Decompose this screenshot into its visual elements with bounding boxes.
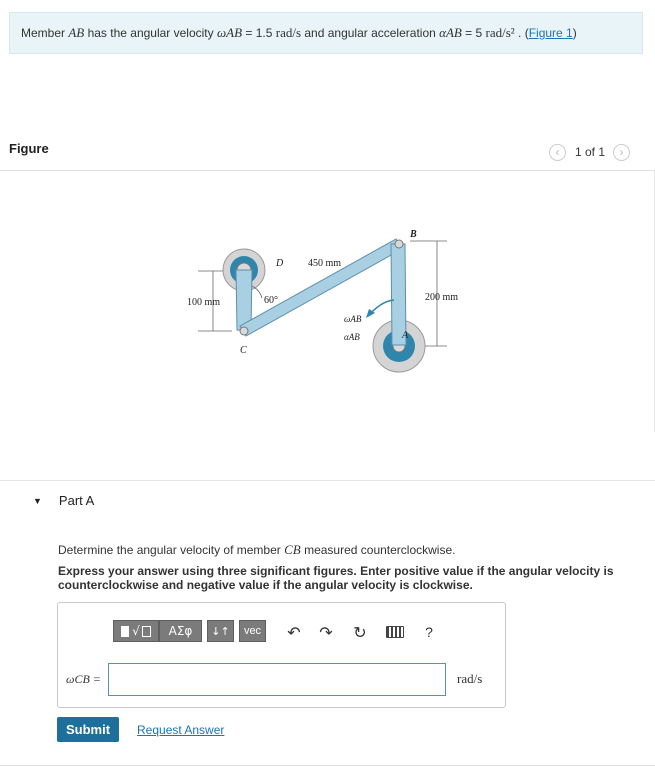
- question-suffix: measured counterclockwise.: [300, 543, 456, 557]
- pin-b: [395, 240, 403, 248]
- problem-text: and angular acceleration: [301, 26, 440, 40]
- dim-vertical: 200 mm: [425, 292, 459, 303]
- problem-statement: [9, 12, 643, 54]
- alpha-symbol: αAB: [439, 25, 462, 40]
- omega-symbol: ωAB: [216, 25, 243, 40]
- problem-text: . (: [514, 26, 529, 40]
- alpha-value: = 5: [461, 26, 486, 40]
- pin-c: [240, 327, 248, 335]
- label-c: C: [240, 345, 247, 356]
- problem-text: has the angular velocity: [84, 26, 217, 40]
- reset-icon[interactable]: ↻: [353, 622, 367, 642]
- answer-input[interactable]: [108, 663, 446, 696]
- label-b: B: [410, 229, 417, 240]
- alpha-unit: rad/s²: [485, 25, 515, 40]
- figure-link[interactable]: Figure 1: [528, 26, 573, 40]
- vec-button[interactable]: vec: [239, 620, 266, 642]
- label-a: A: [402, 330, 409, 341]
- arrows-button[interactable]: ↓↑: [207, 620, 234, 642]
- alpha-ab-label: αAB: [344, 332, 360, 342]
- part-divider: [0, 480, 655, 481]
- keyboard-icon[interactable]: [385, 622, 405, 642]
- member-ab: AB: [68, 25, 85, 40]
- help-button[interactable]: ?: [425, 624, 433, 640]
- greek-symbols-button[interactable]: ΑΣφ: [159, 620, 202, 642]
- variable-symbol: ωCB =: [66, 672, 101, 686]
- part-a-header[interactable]: [33, 493, 94, 508]
- chevron-right-icon[interactable]: ›: [613, 144, 630, 161]
- figure-pager: [549, 143, 630, 161]
- mechanism-diagram: [170, 225, 480, 385]
- templates-icon[interactable]: √: [113, 620, 159, 642]
- member-cb: [240, 239, 402, 336]
- omega-value: = 1.5: [242, 26, 276, 40]
- angle-label: 60°: [264, 295, 278, 306]
- part-a-label: Part A: [58, 493, 95, 508]
- variable-label: [66, 672, 101, 687]
- figure-title: Figure: [9, 141, 49, 156]
- dim-ab: 450 mm: [308, 258, 342, 269]
- instruction-text: Express your answer using three significant figures. Enter positive value if the angular velocity is counterclockwise and negative value if the angular velocity is clockwise.: [58, 564, 614, 592]
- question-member: CB: [284, 542, 301, 557]
- omega-ab-label: ωAB: [344, 314, 362, 324]
- caret-down-icon[interactable]: ▼: [33, 495, 42, 506]
- request-answer-link[interactable]: Request Answer: [137, 723, 225, 737]
- pager-text: 1 of 1: [575, 145, 606, 159]
- bottom-divider: [0, 765, 655, 766]
- question-prefix: Determine the angular velocity of member: [58, 543, 285, 557]
- label-d: D: [276, 258, 284, 269]
- problem-text: ): [572, 26, 577, 40]
- question-text: [58, 542, 455, 558]
- rotation-arrow: [370, 300, 394, 314]
- dim-left: 100 mm: [187, 297, 221, 308]
- figure-divider: [0, 170, 655, 171]
- omega-unit: rad/s: [275, 25, 302, 40]
- redo-icon[interactable]: ↷: [319, 622, 333, 642]
- chevron-left-icon[interactable]: ‹: [549, 144, 566, 161]
- problem-text: Member: [21, 26, 69, 40]
- undo-icon[interactable]: ↶: [287, 622, 301, 642]
- unit-label: rad/s: [457, 671, 483, 686]
- submit-button[interactable]: Submit: [57, 717, 119, 742]
